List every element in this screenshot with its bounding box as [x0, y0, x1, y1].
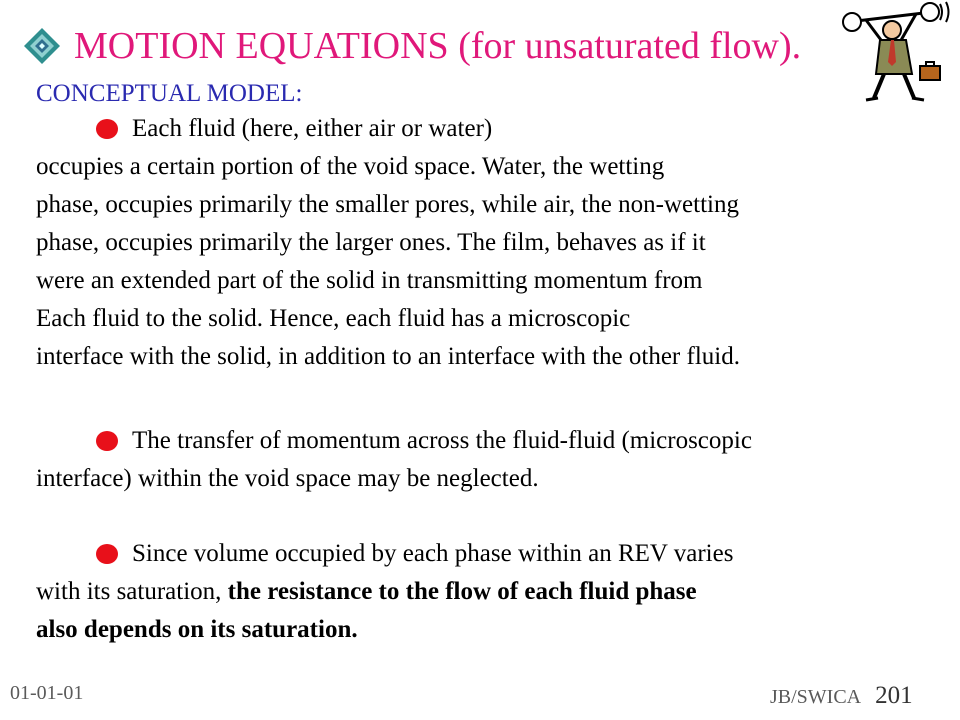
text-line-mixed: [36, 573, 948, 611]
paragraph-2: [36, 422, 948, 498]
text-line: interface) within the void space may be neglected.: [36, 465, 539, 492]
section-subtitle: CONCEPTUAL MODEL:: [36, 80, 303, 107]
text-line: phase, occupies primarily the smaller pores, while air, the non-wetting: [36, 191, 739, 218]
bullet-line-2: [36, 422, 948, 460]
text-line: Each fluid (here, either air or water): [132, 115, 493, 142]
title-row: [22, 22, 801, 70]
text-line: were an extended part of the solid in transmitting momentum from: [36, 267, 703, 294]
text-line: occupies a certain portion of the void space. Water, the wetting: [36, 153, 665, 180]
footer-date: 01-01-01: [10, 682, 84, 704]
paragraph-1: [36, 110, 948, 376]
bullet-line-3: [36, 535, 948, 573]
footer-author-page: [770, 682, 913, 710]
red-dot-icon: [96, 431, 118, 451]
bullet-line-1: [36, 110, 948, 148]
bold-text-line: also depends on its saturation.: [36, 616, 358, 643]
page-number: 201: [875, 682, 913, 709]
text-segment: with its saturation,: [36, 578, 228, 605]
red-dot-icon: [96, 119, 118, 139]
bold-text-segment: the resistance to the flow of each fluid phase: [227, 578, 697, 605]
red-dot-icon: [96, 544, 118, 564]
text-line: Each fluid to the solid. Hence, each fluid has a microscopic: [36, 305, 631, 332]
text-line: Since volume occupied by each phase within an REV varies: [132, 540, 734, 567]
text-line: interface with the solid, in addition to an interface with the other fluid.: [36, 343, 740, 370]
text-line: phase, occupies primarily the larger ones. The film, behaves as if it: [36, 229, 706, 256]
page-title: MOTION EQUATIONS (for unsaturated flow).: [74, 25, 802, 67]
paragraph-3: [36, 535, 948, 649]
diamond-icon: [22, 26, 62, 66]
footer-author: JB/SWICA: [770, 686, 862, 708]
text-line: The transfer of momentum across the fluid-fluid (microscopic: [132, 427, 752, 454]
weightlifter-businessman-icon: [836, 0, 956, 104]
